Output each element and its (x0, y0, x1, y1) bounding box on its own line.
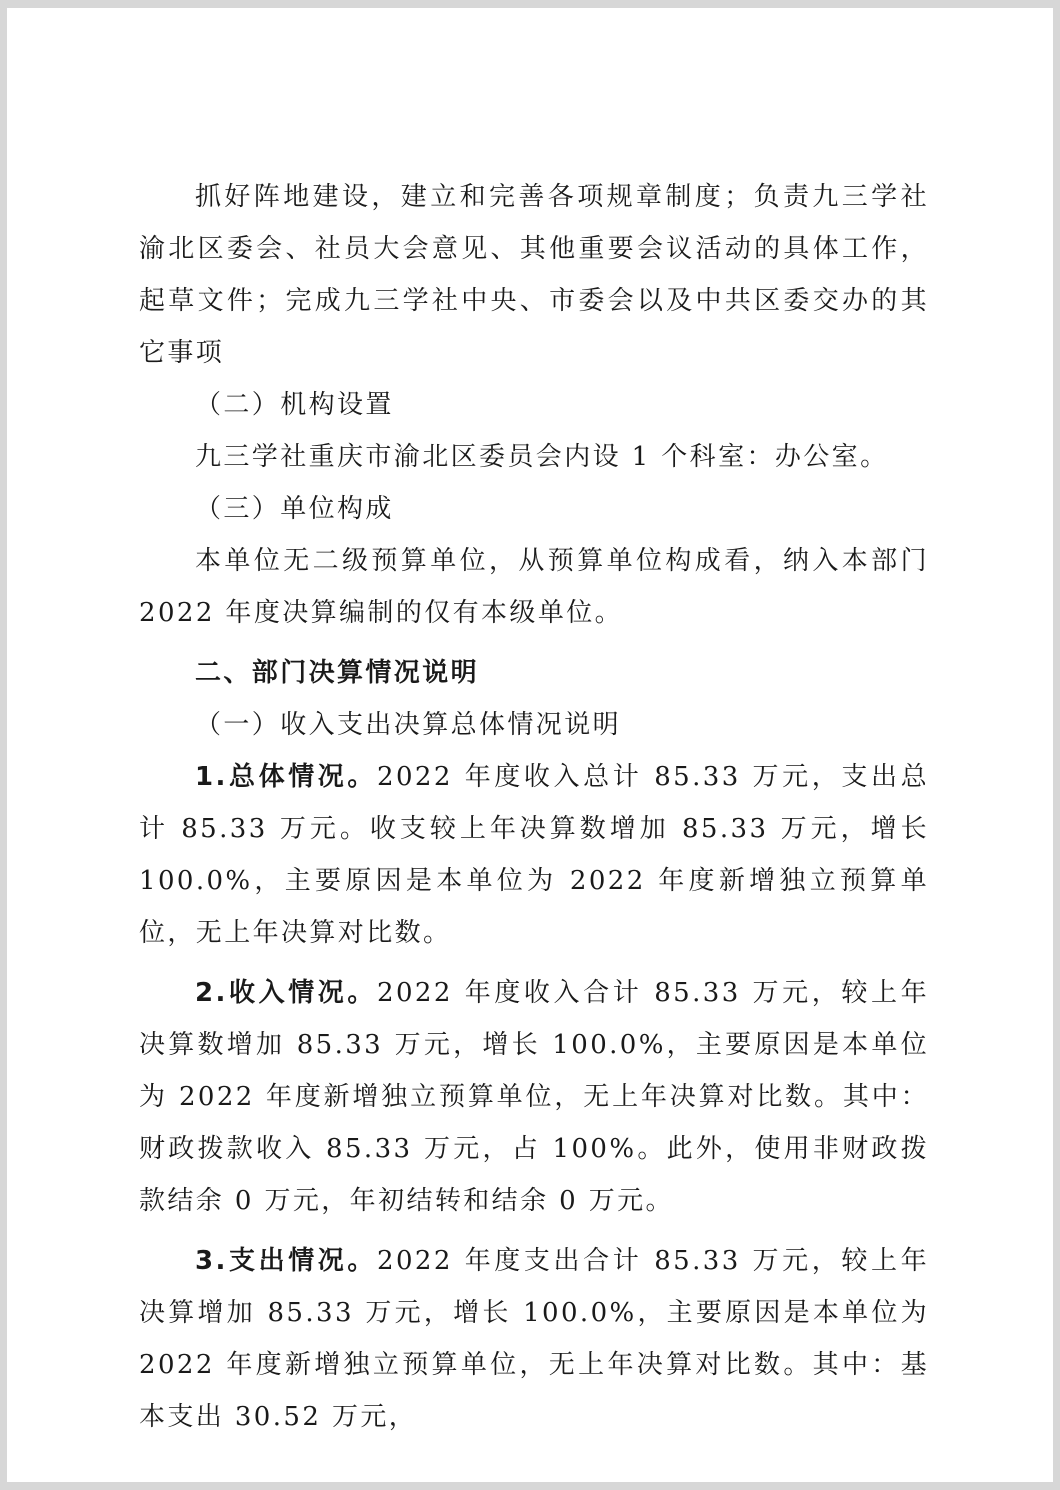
paragraph-overall (139, 751, 929, 959)
paragraph-duties: 抓好阵地建设，建立和完善各项规章制度；负责九三学社渝北区委会、社员大会意见、其他重要会议活动的具体工作，起草文件；完成九三学社中央、市委会以及中共区委交办的其它事项 (139, 182, 929, 368)
label-income: 2.收入情况。 (195, 978, 378, 1008)
document-page (7, 8, 1053, 1482)
label-expenditure: 3.支出情况。 (195, 1246, 378, 1276)
text-overall: 2022 年度收入总计 85.33 万元，支出总计 85.33 万元。收支较上年决算数增加 85.33 万元，增长 100.0%，主要原因是本单位为 2022 年度新增独立预算单位，无上年决算对比数。 (139, 762, 929, 948)
paragraph-org-setup: 九三学社重庆市渝北区委员会内设 1 个科室：办公室。 (195, 442, 889, 472)
heading-subsection-1: （一）收入支出决算总体情况说明 (195, 710, 622, 740)
text-expenditure: 2022 年度支出合计 85.33 万元，较上年决算增加 85.33 万元，增长 100.0%，主要原因是本单位为 2022 年度新增独立预算单位，无上年决算对比数。其中：基本支出 30.52 万元， (139, 1246, 929, 1432)
heading-section-2: 二、部门决算情况说明 (195, 658, 480, 688)
label-overall: 1.总体情况。 (195, 762, 378, 792)
heading-org-setup: （二）机构设置 (195, 390, 394, 420)
heading-unit-composition: （三）单位构成 (195, 494, 394, 524)
paragraph-income (139, 967, 929, 1227)
paragraph-expenditure (139, 1235, 929, 1443)
paragraph-unit-composition: 本单位无二级预算单位，从预算单位构成看，纳入本部门 2022 年度决算编制的仅有本级单位。 (139, 546, 929, 628)
text-income: 2022 年度收入合计 85.33 万元，较上年决算数增加 85.33 万元，增长 100.0%，主要原因是本单位为 2022 年度新增独立预算单位，无上年决算对比数。其中：财政拨款收入 85.33 万元，占 100%。此外，使用非财政拨款结余 0 万元，年初结转和结余 0 万元。 (139, 978, 929, 1216)
document-body (139, 171, 929, 1443)
